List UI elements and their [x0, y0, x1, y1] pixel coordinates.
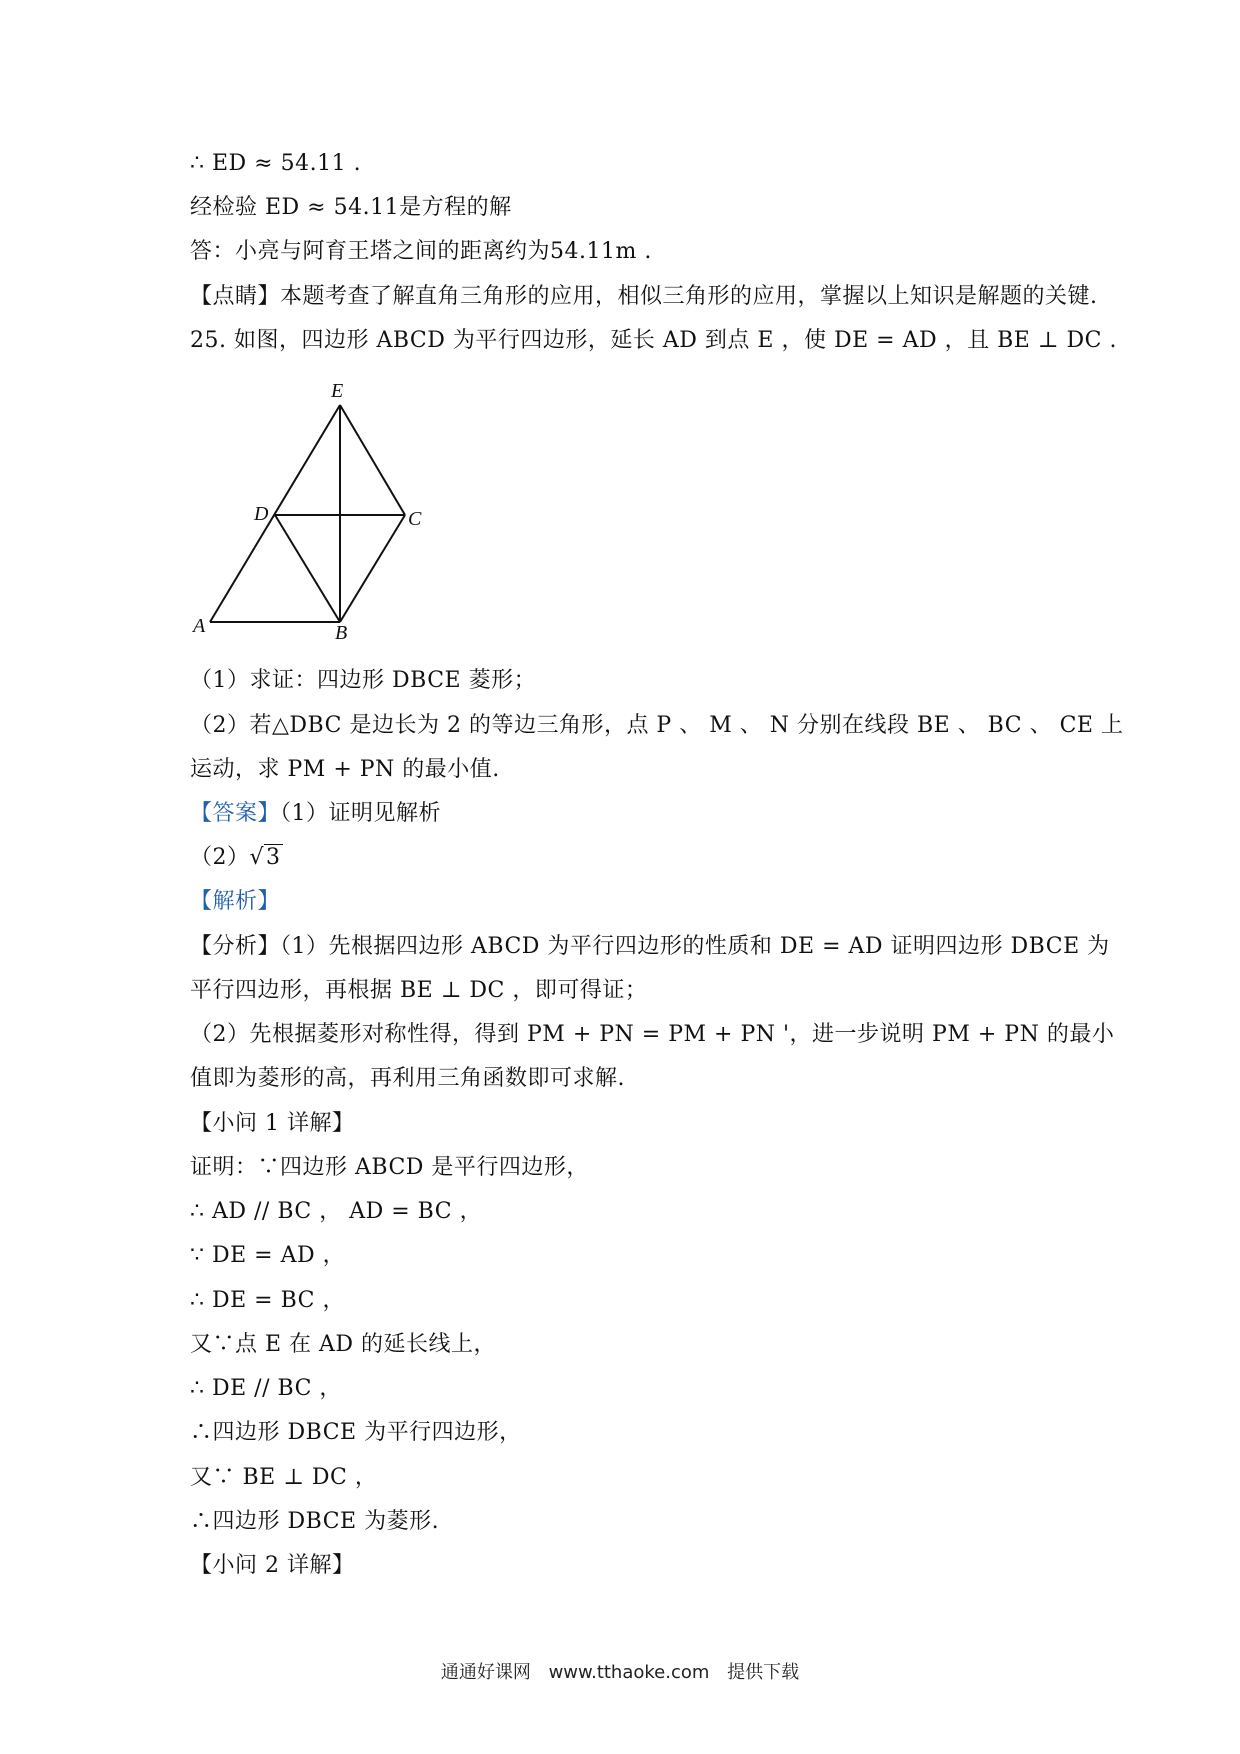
rhombus-figure: [190, 375, 450, 645]
segment-DB: [275, 515, 340, 622]
label-B: B: [335, 622, 348, 644]
segment-CB: [340, 515, 405, 622]
answer-line-2: [190, 843, 283, 873]
label-D: D: [254, 503, 269, 525]
text-line: 值即为菱形的高，再利用三角函数即可求解.: [190, 1066, 625, 1091]
sqrt-radicand: 3: [266, 845, 281, 870]
footer-site-name: 通通好课网: [440, 1662, 531, 1683]
label-E: E: [331, 380, 344, 402]
answer-label: （2）: [190, 845, 250, 870]
text-line: （1）求证：四边形 DBCE 菱形；: [190, 668, 537, 693]
text-line: 运动，求 PM + PN 的最小值.: [190, 757, 500, 782]
segment-EC: [340, 405, 405, 515]
text-line: ∴ DE // BC ，: [190, 1376, 342, 1401]
text-line: 【点睛】本题考查了解直角三角形的应用，相似三角形的应用，掌握以上知识是解题的关键.: [190, 284, 1098, 309]
label-A: A: [193, 615, 206, 637]
footer-url[interactable]: www.tthaoke.com: [548, 1662, 710, 1683]
text-line: ∴四边形 DBCE 为平行四边形，: [190, 1420, 522, 1445]
text-line: 平行四边形，再根据 BE ⊥ DC ，即可得证；: [190, 978, 648, 1003]
sqrt-expression: √3: [249, 845, 281, 870]
text-line: 证明：∵四边形 ABCD 是平行四边形，: [190, 1155, 589, 1180]
text-line: （2）先根据菱形对称性得，得到 PM + PN = PM + PN '，进一步说明 PM + PN 的最小: [190, 1022, 1115, 1047]
answer-tag: 【答案】: [190, 801, 281, 826]
text-line: 【分析】（1）先根据四边形 ABCD 为平行四边形的性质和 DE = AD 证明四边形 DBCE 为: [190, 934, 1110, 959]
label-C: C: [408, 508, 422, 530]
text-line: ∴四边形 DBCE 为菱形.: [190, 1509, 440, 1534]
answer-text: （1）证明见解析: [280, 801, 442, 826]
footer-suffix: 提供下载: [727, 1662, 800, 1683]
text-line: ∵ DE = AD ，: [190, 1243, 346, 1268]
text-line: 答：小亮与阿育王塔之间的距离约为54.11m .: [190, 239, 652, 264]
analysis-tag: 【解析】: [190, 889, 281, 914]
section-heading: 【小问 2 详解】: [190, 1553, 355, 1578]
text-line: 又∵点 E 在 AD 的延长线上，: [190, 1332, 497, 1357]
text-line: （2）若△DBC 是边长为 2 的等边三角形，点 P 、 M 、 N 分别在线段 BE 、 BC 、 CE 上: [190, 713, 1124, 738]
problem-statement: 25. 如图，四边形 ABCD 为平行四边形，延长 AD 到点 E ，使 DE = AD ，且 BE ⊥ DC .: [190, 328, 1117, 353]
text-line: ∴ AD // BC ， AD = BC ，: [190, 1199, 483, 1224]
text-line: ∴ DE = BC ，: [190, 1288, 346, 1313]
answer-line: [190, 799, 441, 829]
section-heading: 【小问 1 详解】: [190, 1111, 355, 1136]
text-line: 经检验 ED ≈ 54.11是方程的解: [190, 195, 512, 220]
page-footer: [0, 1658, 1240, 1684]
text-line: ∴ ED ≈ 54.11 .: [190, 151, 362, 176]
text-line: 又∵ BE ⊥ DC ，: [190, 1465, 378, 1490]
